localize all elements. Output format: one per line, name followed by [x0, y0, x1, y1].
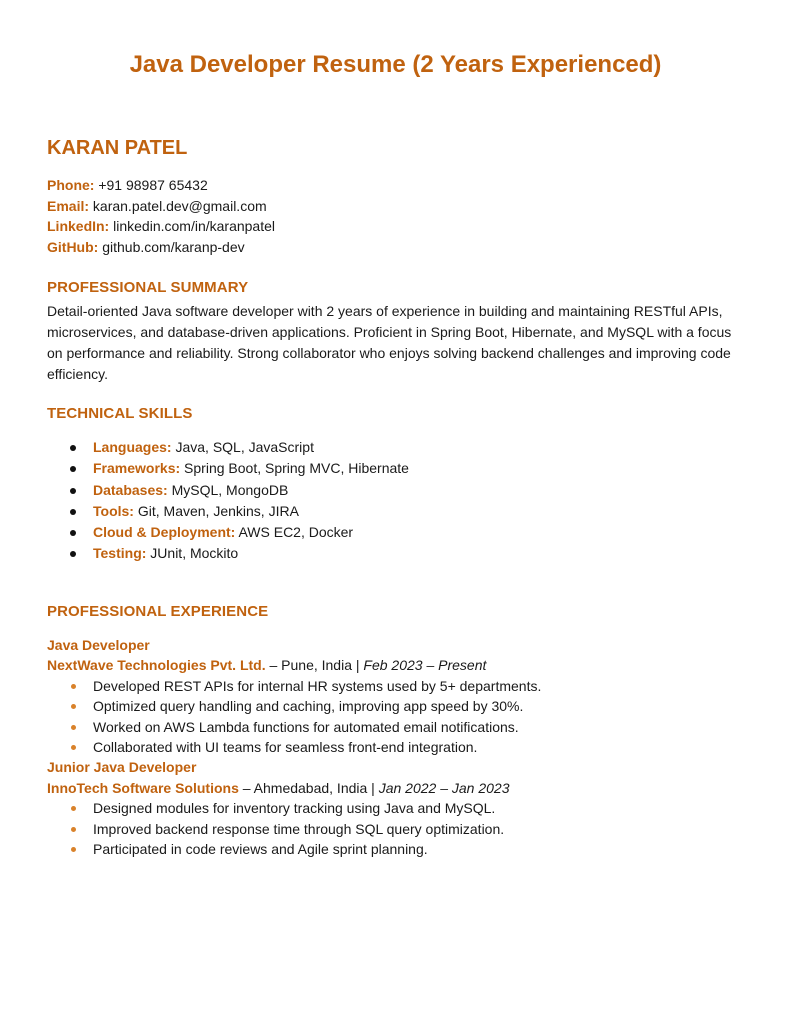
- experience-heading: PROFESSIONAL EXPERIENCE: [47, 603, 269, 620]
- job-title: Java Developer: [47, 637, 150, 653]
- job-location: – Ahmedabad, India |: [238, 779, 379, 796]
- job-bullet-text: Designed modules for inventory tracking using Java and MySQL.: [93, 800, 496, 817]
- contact-email-value: karan.patel.dev@gmail.com: [92, 197, 267, 214]
- candidate-name: KARAN PATEL: [47, 137, 188, 159]
- skill-value: Git, Maven, Jenkins, JIRA: [137, 502, 299, 519]
- contact-block: [47, 175, 275, 257]
- skill-testing: [70, 543, 409, 564]
- job-bullet: [47, 717, 541, 737]
- skill-value: Spring Boot, Spring MVC, Hibernate: [184, 460, 409, 477]
- skill-label: Cloud & Deployment:: [93, 524, 236, 541]
- job-bullet-text: Collaborated with UI teams for seamless front-end integration.: [93, 739, 478, 756]
- bullet-dot-icon: [71, 704, 76, 709]
- document-title: Java Developer Resume (2 Years Experienced): [129, 51, 662, 78]
- skill-tools: [70, 501, 409, 522]
- skill-label: Databases:: [93, 481, 168, 498]
- experience-block: [47, 635, 541, 859]
- bullet-dot-icon: [70, 445, 76, 451]
- bullet-dot-icon: [70, 530, 76, 536]
- skill-databases: [70, 480, 409, 501]
- skill-value: Java, SQL, JavaScript: [175, 439, 314, 455]
- job-bullet: [47, 737, 541, 757]
- bullet-dot-icon: [70, 488, 76, 494]
- job-company: InnoTech Software Solutions: [47, 779, 239, 796]
- job-bullet: [47, 798, 541, 818]
- bullet-dot-icon: [70, 509, 76, 515]
- job-entry: [47, 635, 541, 757]
- job-title: Junior Java Developer: [47, 759, 197, 776]
- bullet-dot-icon: [70, 466, 76, 472]
- contact-linkedin: [47, 216, 275, 237]
- contact-phone-value: +91 98987 65432: [98, 177, 208, 193]
- job-bullet-text: Worked on AWS Lambda functions for automated email notifications.: [93, 718, 519, 735]
- contact-email-label: Email:: [47, 197, 90, 214]
- contact-linkedin-label: LinkedIn:: [47, 218, 110, 234]
- job-bullets: [47, 798, 541, 859]
- job-bullet: [47, 676, 541, 696]
- contact-github: [47, 237, 275, 258]
- skill-value: JUnit, Mockito: [150, 545, 239, 562]
- bullet-dot-icon: [71, 745, 76, 750]
- skill-frameworks: [70, 458, 409, 479]
- job-bullet-text: Optimized query handling and caching, improving app speed by 30%.: [93, 698, 524, 715]
- skill-value: AWS EC2, Docker: [238, 524, 354, 541]
- skills-heading: TECHNICAL SKILLS: [47, 405, 193, 422]
- job-bullet: [47, 819, 541, 839]
- job-bullet-text: Participated in code reviews and Agile sprint planning.: [93, 841, 428, 858]
- skills-list: [70, 437, 409, 565]
- bullet-dot-icon: [71, 725, 76, 730]
- job-bullet-text: Developed REST APIs for internal HR systems used by 5+ departments.: [93, 677, 542, 694]
- job-bullet-text: Improved backend response time through SQL query optimization.: [93, 820, 505, 837]
- summary-heading: PROFESSIONAL SUMMARY: [47, 279, 249, 296]
- contact-linkedin-value: linkedin.com/in/karanpatel: [113, 218, 275, 234]
- job-bullet: [47, 839, 541, 859]
- job-company: NextWave Technologies Pvt. Ltd.: [47, 657, 266, 674]
- job-bullet: [47, 696, 541, 716]
- skill-label: Tools:: [93, 502, 134, 519]
- job-dates: Feb 2023 – Present: [363, 657, 487, 674]
- contact-phone: [47, 175, 275, 196]
- contact-github-value: github.com/karanp-dev: [102, 238, 245, 255]
- skill-cloud-deployment: [70, 522, 409, 543]
- skill-value: MySQL, MongoDB: [171, 481, 289, 498]
- job-location: – Pune, India |: [265, 657, 364, 674]
- contact-email: [47, 196, 275, 217]
- job-entry: [47, 757, 541, 859]
- job-meta: [47, 655, 541, 675]
- bullet-dot-icon: [71, 827, 76, 832]
- job-dates: Jan 2022 – Jan 2023: [378, 779, 510, 796]
- skill-label: Languages:: [93, 439, 172, 455]
- job-meta: [47, 778, 541, 798]
- contact-phone-label: Phone:: [47, 177, 95, 193]
- skill-label: Frameworks:: [93, 460, 181, 477]
- summary-text: Detail-oriented Java software developer with 2 years of experience in building and maintaining RESTful APIs, microservices, and database-driven applications. Proficient in Spring Boot, Hibernate, and MySQL with a focus on performance and reliability. Strong collaborator who enjoys solving backend challenges and improving code efficiency.: [47, 303, 732, 382]
- bullet-dot-icon: [71, 847, 76, 852]
- bullet-dot-icon: [71, 684, 76, 689]
- skill-languages: [70, 437, 409, 458]
- contact-github-label: GitHub:: [47, 238, 99, 255]
- skill-label: Testing:: [93, 545, 147, 562]
- bullet-dot-icon: [71, 806, 76, 811]
- job-bullets: [47, 676, 541, 758]
- bullet-dot-icon: [70, 551, 76, 557]
